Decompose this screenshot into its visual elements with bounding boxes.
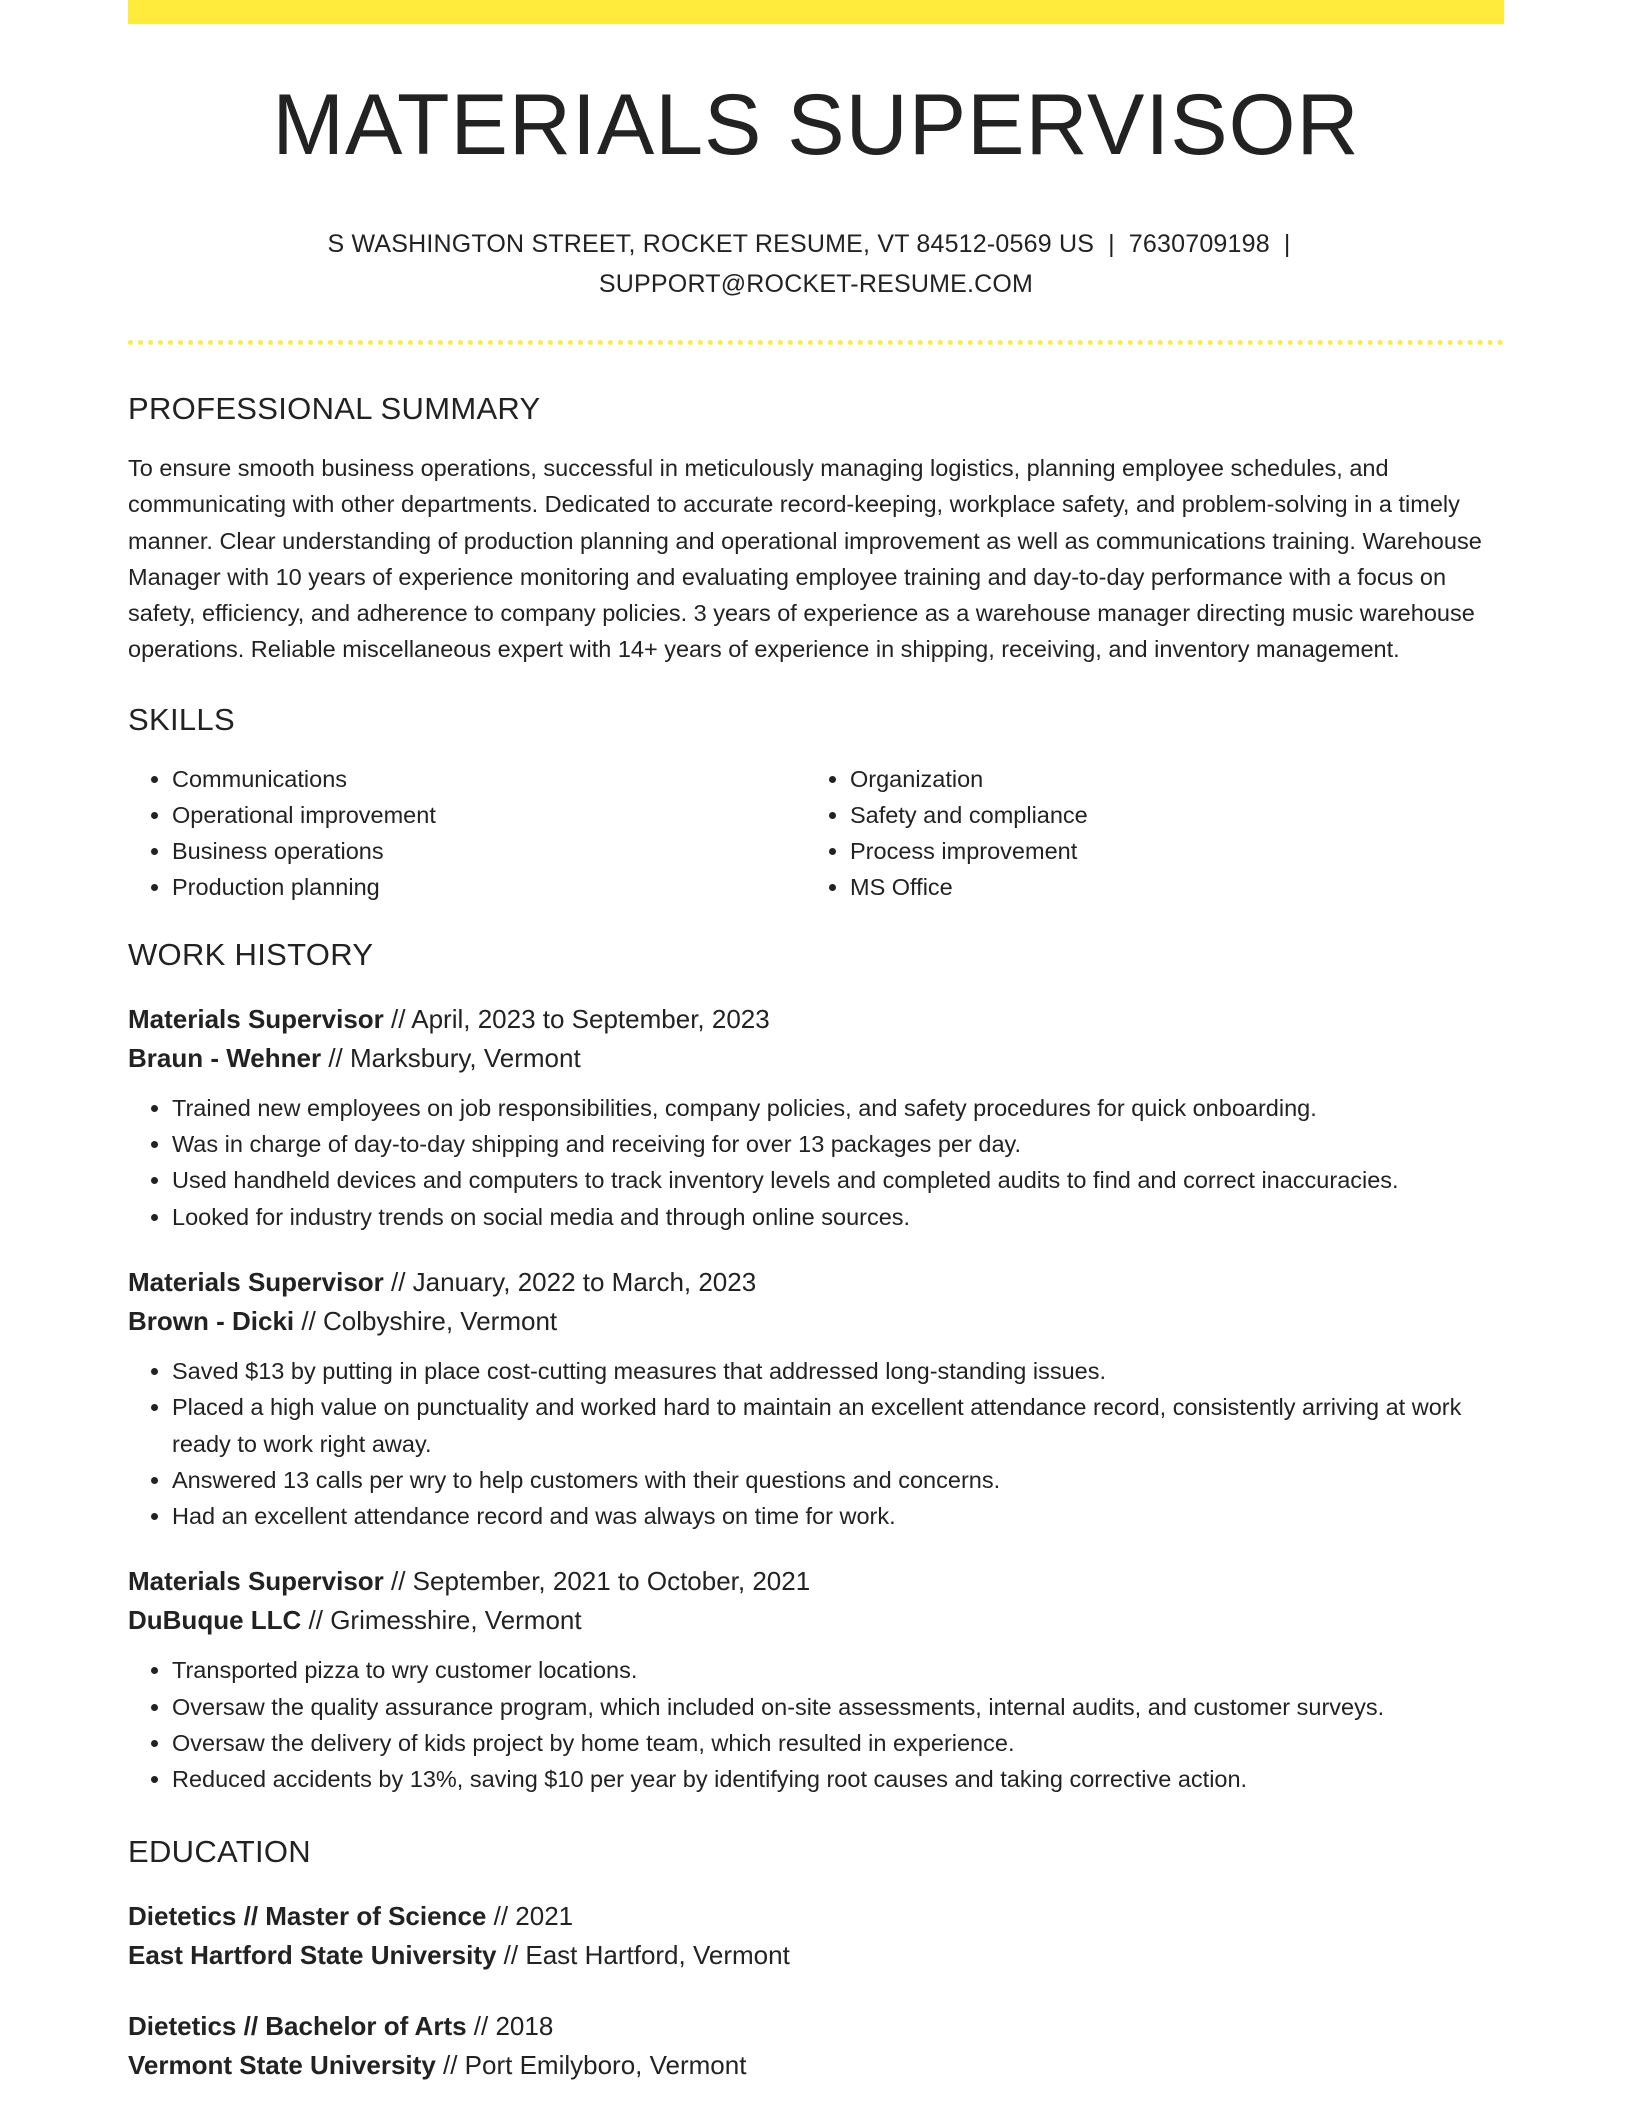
education-degree: Dietetics // Bachelor of Arts [128,2010,467,2041]
skill-item: • Safety and compliance [850,797,1484,833]
contact-info [128,224,1504,304]
section-title-skills: SKILLS [128,701,235,737]
job-bullet: • Used handheld devices and computers to track inventory levels and completed audits to find and correct inaccuracies. [172,1162,1504,1198]
education-location: // Port Emilyboro, Vermont [435,2049,747,2080]
skill-item: • Organization [850,761,1484,797]
job-company: Brown - Dicki [128,1305,295,1336]
dotted-divider [128,340,1504,345]
job-bullet: • Oversaw the quality assurance program, which included on-site assessments, internal audits, and customer surveys. [172,1689,1504,1725]
education-entry [128,2007,1504,2085]
job-role-line [128,1562,1504,1601]
contact-separator: | [1283,230,1291,258]
job-bullet: • Looked for industry trends on social media and through online sources. [172,1199,1504,1235]
skills-list [128,761,1504,905]
skill-item: • Operational improvement [172,797,806,833]
skill-item: • MS Office [850,869,1484,905]
job-bullet: • Placed a high value on punctuality and worked hard to maintain an excellent attendance record, consistently arriving at work ready to work right away. [172,1389,1504,1462]
job-location: // Grimesshire, Vermont [301,1605,582,1636]
job-location: // Colbyshire, Vermont [294,1305,558,1336]
resume-page [128,0,1504,2085]
education-school-line [128,2046,1504,2085]
job-company: DuBuque LLC [128,1605,302,1636]
email-link[interactable]: SUPPORT@ROCKET-RESUME.COM [598,270,1034,298]
skills-column-right [806,761,1484,905]
job-bullets [128,1090,1504,1235]
job-bullet: • Answered 13 calls per wry to help customers with their questions and concerns. [172,1462,1504,1498]
job-role-line [128,1000,1504,1039]
education-school-line [128,1936,1504,1975]
job-bullets [128,1652,1504,1797]
education-school: Vermont State University [128,2049,436,2080]
education-degree: Dietetics // Master of Science [128,1900,487,1931]
education-year: // 2021 [486,1900,574,1931]
job-company-line [128,1302,1504,1341]
skill-item: • Process improvement [850,833,1484,869]
education-degree-line [128,1897,1504,1936]
section-title-education: EDUCATION [128,1833,311,1869]
skill-item: • Communications [172,761,806,797]
top-accent-bar [128,0,1504,24]
job-bullet: • Was in charge of day-to-day shipping and receiving for over 13 packages per day. [172,1126,1504,1162]
job-dates: // January, 2022 to March, 2023 [383,1266,757,1297]
address: S WASHINGTON STREET, ROCKET RESUME, VT 84512-0569 US [327,230,1095,258]
education-degree-line [128,2007,1504,2046]
job-entry [128,1263,1504,1534]
skill-item: • Production planning [172,869,806,905]
education-location: // East Hartford, Vermont [496,1939,790,1970]
job-bullets [128,1353,1504,1534]
job-dates: // April, 2023 to September, 2023 [383,1003,770,1034]
job-role: Materials Supervisor [128,1003,384,1034]
section-title-summary: PROFESSIONAL SUMMARY [128,391,541,426]
candidate-title: MATERIALS SUPERVISOR [272,77,1360,173]
job-role: Materials Supervisor [128,1266,384,1297]
job-bullet: • Reduced accidents by 13%, saving $10 per year by identifying root causes and taking corrective action. [172,1761,1504,1797]
job-company: Braun - Wehner [128,1042,322,1073]
job-entry [128,1000,1504,1235]
job-role-line [128,1263,1504,1302]
job-bullet: • Transported pizza to wry customer locations. [172,1652,1504,1688]
job-bullet: • Had an excellent attendance record and was always on time for work. [172,1498,1504,1534]
education-entry [128,1897,1504,1975]
summary-text: To ensure smooth business operations, successful in meticulously managing logistics, planning employee schedules, and communicating with other departments. Dedicated to accurate record-keeping, workplace safety, and problem-solving in a timely manner. Clear understanding of production planning and operational improvement as well as communications training. Warehouse Manager with 10 years of experience monitoring and evaluating employee training and day-to-day performance with a focus on safety, efficiency, and adherence to company policies. 3 years of experience as a warehouse manager directing music warehouse operations. Reliable miscellaneous expert with 14+ years of experience in shipping, receiving, and inventory management. [128,455,1482,663]
education-year: // 2018 [466,2010,554,2041]
job-bullet: • Trained new employees on job responsibilities, company policies, and safety procedures for quick onboarding. [172,1090,1504,1126]
job-company-line [128,1601,1504,1640]
skills-column-left [128,761,806,905]
job-bullet: • Saved $13 by putting in place cost-cutting measures that addressed long-standing issues. [172,1353,1504,1389]
job-company-line [128,1039,1504,1078]
skill-item: • Business operations [172,833,806,869]
job-location: // Marksbury, Vermont [321,1042,581,1073]
education-school: East Hartford State University [128,1939,497,1970]
job-entry [128,1562,1504,1797]
job-bullet: • Oversaw the delivery of kids project by home team, which resulted in experience. [172,1725,1504,1761]
phone: 7630709198 [1128,230,1270,258]
contact-separator: | [1108,230,1115,258]
job-dates: // September, 2021 to October, 2021 [383,1566,811,1597]
section-title-work-history: WORK HISTORY [128,936,374,972]
job-role: Materials Supervisor [128,1566,384,1597]
